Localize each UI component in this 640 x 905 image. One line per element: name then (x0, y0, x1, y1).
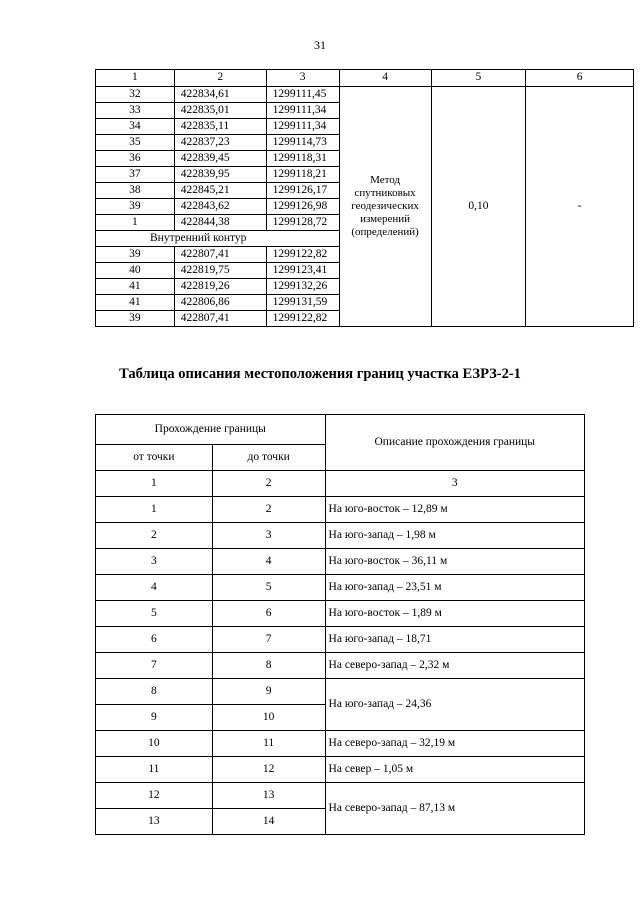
point-number-cell: 38 (96, 183, 175, 199)
y-coordinate-cell: 1299131,59 (266, 295, 339, 311)
coordinates-table (95, 69, 634, 327)
table-row (96, 497, 585, 523)
x-coordinate-cell: 422839,95 (174, 167, 266, 183)
x-coordinate-cell: 422807,41 (174, 311, 266, 327)
page-number: 31 (314, 38, 326, 52)
accuracy-cell: 0,10 (431, 87, 526, 327)
column-number-cell: 3 (325, 471, 584, 497)
from-point-cell: 4 (96, 575, 213, 601)
from-point-cell: 3 (96, 549, 213, 575)
point-number-cell: 39 (96, 247, 175, 263)
coords-header-cell: 2 (174, 70, 266, 87)
boundary-description-cell: На север – 1,05 м (325, 757, 584, 783)
point-number-cell: 1 (96, 215, 175, 231)
x-coordinate-cell: 422834,61 (174, 87, 266, 103)
from-point-cell: 10 (96, 731, 213, 757)
boundary-number-row (96, 471, 585, 497)
coords-header-cell: 5 (431, 70, 526, 87)
from-point-cell: 8 (96, 679, 213, 705)
table-row (96, 757, 585, 783)
from-point-cell: 12 (96, 783, 213, 809)
coords-header-cell: 3 (266, 70, 339, 87)
table-row (96, 653, 585, 679)
boundary-description-cell: На северо-запад – 87,13 м (325, 783, 584, 835)
x-coordinate-cell: 422835,11 (174, 119, 266, 135)
group-header-cell: Прохождение границы (96, 415, 326, 445)
y-coordinate-cell: 1299126,98 (266, 199, 339, 215)
point-number-cell: 37 (96, 167, 175, 183)
y-coordinate-cell: 1299118,31 (266, 151, 339, 167)
point-number-cell: 39 (96, 311, 175, 327)
boundary-description-cell: На юго-запад – 23,51 м (325, 575, 584, 601)
from-point-cell: 2 (96, 523, 213, 549)
coords-header-cell: 1 (96, 70, 175, 87)
from-point-cell: 9 (96, 705, 213, 731)
to-point-cell: 2 (212, 497, 325, 523)
table-row (96, 627, 585, 653)
table-row (96, 87, 634, 103)
boundary-description-cell: На юго-восток – 1,89 м (325, 601, 584, 627)
x-coordinate-cell: 422839,45 (174, 151, 266, 167)
to-point-header-cell: до точки (212, 445, 325, 471)
boundary-description-cell: На северо-запад – 2,32 м (325, 653, 584, 679)
x-coordinate-cell: 422819,26 (174, 279, 266, 295)
x-coordinate-cell: 422807,41 (174, 247, 266, 263)
x-coordinate-cell: 422843,62 (174, 199, 266, 215)
table-row (96, 523, 585, 549)
y-coordinate-cell: 1299111,45 (266, 87, 339, 103)
to-point-cell: 7 (212, 627, 325, 653)
table-row (96, 601, 585, 627)
coords-header-cell: 4 (339, 70, 431, 87)
boundary-table-title: Таблица описания местоположения границ участка ЕЗРЗ-2-1 (119, 366, 521, 382)
to-point-cell: 6 (212, 601, 325, 627)
to-point-cell: 8 (212, 653, 325, 679)
y-coordinate-cell: 1299128,72 (266, 215, 339, 231)
boundary-description-cell: На юго-восток – 36,11 м (325, 549, 584, 575)
table-row (96, 783, 585, 809)
x-coordinate-cell: 422835,01 (174, 103, 266, 119)
y-coordinate-cell: 1299126,17 (266, 183, 339, 199)
point-number-cell: 39 (96, 199, 175, 215)
column-number-cell: 2 (212, 471, 325, 497)
to-point-cell: 4 (212, 549, 325, 575)
point-number-cell: 40 (96, 263, 175, 279)
from-point-cell: 6 (96, 627, 213, 653)
y-coordinate-cell: 1299132,26 (266, 279, 339, 295)
table-row (96, 731, 585, 757)
inner-contour-label: Внутренний контур (96, 231, 340, 247)
y-coordinate-cell: 1299123,41 (266, 263, 339, 279)
to-point-cell: 5 (212, 575, 325, 601)
to-point-cell: 14 (212, 809, 325, 835)
to-point-cell: 12 (212, 757, 325, 783)
x-coordinate-cell: 422806,86 (174, 295, 266, 311)
point-number-cell: 34 (96, 119, 175, 135)
x-coordinate-cell: 422845,21 (174, 183, 266, 199)
boundary-description-table (95, 414, 585, 835)
from-point-cell: 13 (96, 809, 213, 835)
column-number-cell: 1 (96, 471, 213, 497)
from-point-cell: 7 (96, 653, 213, 679)
y-coordinate-cell: 1299118,21 (266, 167, 339, 183)
to-point-cell: 9 (212, 679, 325, 705)
x-coordinate-cell: 422844,38 (174, 215, 266, 231)
description-header-cell: Описание прохождения границы (325, 415, 584, 471)
from-point-cell: 11 (96, 757, 213, 783)
y-coordinate-cell: 1299122,82 (266, 311, 339, 327)
x-coordinate-cell: 422819,75 (174, 263, 266, 279)
boundary-description-cell: На юго-запад – 18,71 (325, 627, 584, 653)
point-number-cell: 36 (96, 151, 175, 167)
boundary-header-row (96, 415, 585, 445)
y-coordinate-cell: 1299111,34 (266, 103, 339, 119)
point-number-cell: 35 (96, 135, 175, 151)
to-point-cell: 13 (212, 783, 325, 809)
point-number-cell: 33 (96, 103, 175, 119)
boundary-description-cell: На юго-восток – 12,89 м (325, 497, 584, 523)
table-row (96, 679, 585, 705)
to-point-cell: 10 (212, 705, 325, 731)
point-number-cell: 41 (96, 295, 175, 311)
from-point-header-cell: от точки (96, 445, 213, 471)
from-point-cell: 1 (96, 497, 213, 523)
y-coordinate-cell: 1299122,82 (266, 247, 339, 263)
to-point-cell: 11 (212, 731, 325, 757)
y-coordinate-cell: 1299114,73 (266, 135, 339, 151)
boundary-description-cell: На юго-запад – 1,98 м (325, 523, 584, 549)
from-point-cell: 5 (96, 601, 213, 627)
point-number-cell: 32 (96, 87, 175, 103)
to-point-cell: 3 (212, 523, 325, 549)
column-6-cell: - (526, 87, 634, 327)
y-coordinate-cell: 1299111,34 (266, 119, 339, 135)
coords-header-cell: 6 (526, 70, 634, 87)
method-cell: Метод спутниковых геодезических измерений (определений) (339, 87, 431, 327)
coords-header-row (96, 70, 634, 87)
point-number-cell: 41 (96, 279, 175, 295)
boundary-description-cell: На северо-запад – 32,19 м (325, 731, 584, 757)
x-coordinate-cell: 422837,23 (174, 135, 266, 151)
table-row (96, 549, 585, 575)
boundary-description-cell: На юго-запад – 24,36 (325, 679, 584, 731)
table-row (96, 575, 585, 601)
